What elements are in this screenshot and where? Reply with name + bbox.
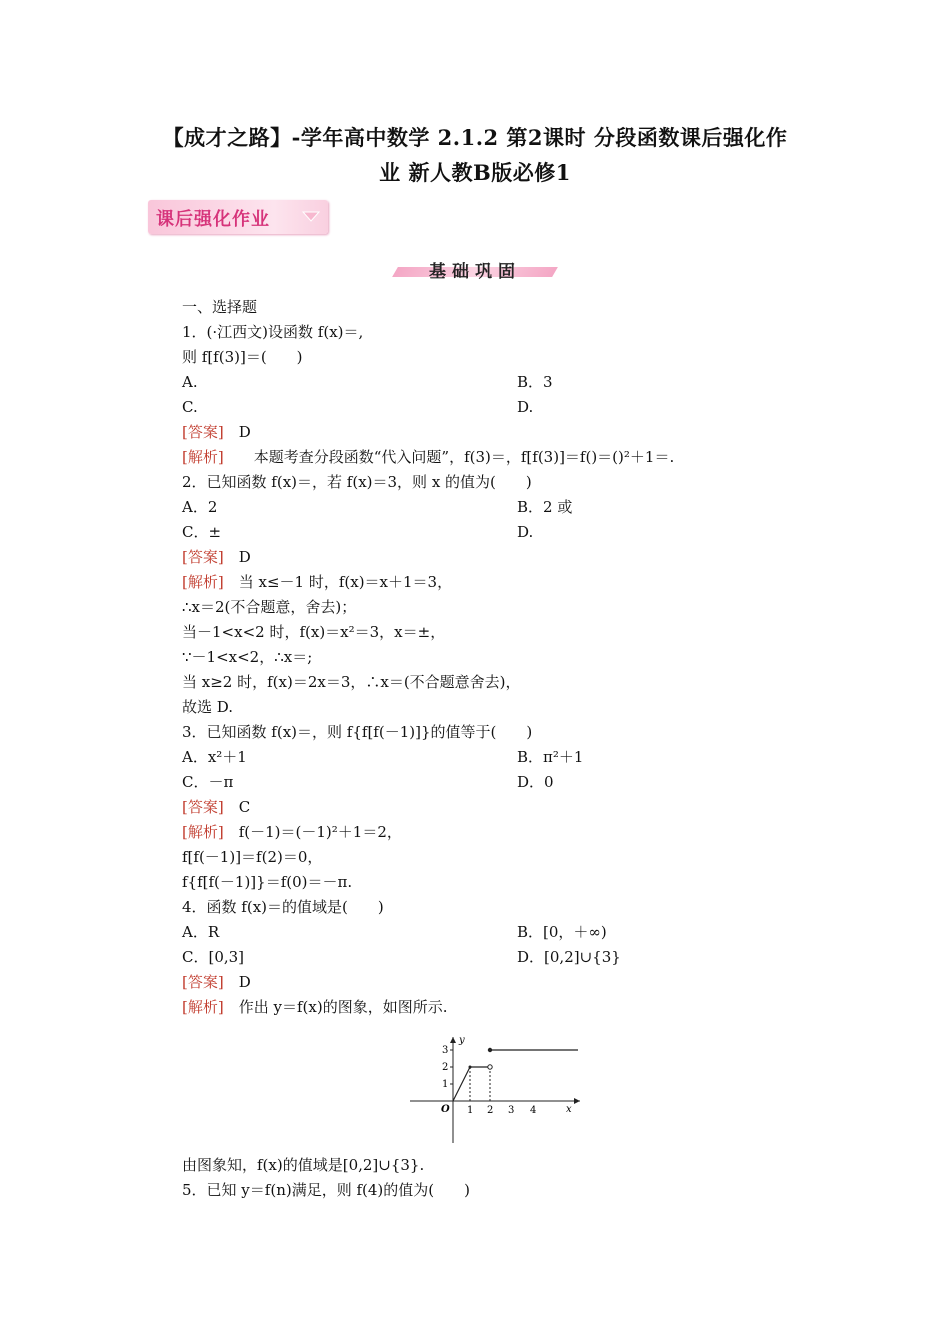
q2-option-b: B．2 或	[517, 498, 573, 516]
question-1: 1．(·江西文)设函数 f(x)＝,	[182, 323, 364, 341]
question-4: 4．函数 f(x)＝的值域是( )	[182, 898, 384, 916]
q1-option-d: D.	[517, 398, 534, 416]
q2-explanation-line: 当 x≥2 时，f(x)＝2x＝3，∴x＝(不合题意舍去)，	[182, 673, 521, 691]
homework-banner	[148, 200, 328, 234]
explanation-text: 本题考查分段函数“代入问题”，f(3)＝，f[f(3)]＝f()＝()²＋1＝.	[253, 448, 675, 466]
y-tick-label-3: 3	[442, 1045, 449, 1056]
q3-option-d: D．0	[517, 773, 554, 791]
answer-value: D	[238, 548, 251, 566]
q2-option-a: A．2	[182, 498, 218, 516]
y-axis-label: y	[459, 1035, 465, 1046]
q2-explanation-line: ∵－1<x<2，∴x＝;	[182, 648, 313, 666]
part-heading: 一、选择题	[182, 298, 258, 316]
explanation-text: 当 x≤－1 时，f(x)＝x＋1＝3，	[238, 573, 453, 591]
document-title-line-1: 【成才之路】-学年高中数学 2.1.2 第2课时 分段函数课后强化作	[162, 125, 788, 150]
answer-tag: [答案]	[182, 423, 224, 441]
q1-answer	[182, 422, 251, 442]
q3-option-b: B．π²＋1	[517, 748, 584, 766]
y-axis-arrow	[450, 1037, 456, 1043]
answer-tag: [答案]	[182, 798, 224, 816]
x-tick-label-3: 3	[508, 1105, 515, 1116]
q1-option-b: B．3	[517, 373, 553, 391]
question-3: 3．已知函数 f(x)＝，则 f{f[f(－1)]}的值等于( )	[182, 723, 533, 741]
q2-explanation	[182, 572, 452, 592]
explanation-tag: [解析]	[182, 448, 224, 466]
q2-option-c: C．±	[182, 523, 222, 541]
q3-answer	[182, 797, 250, 817]
q4-option-d: D．[0,2]∪{3}	[517, 948, 621, 966]
explanation-tag: [解析]	[182, 823, 224, 841]
q3-explanation	[182, 822, 402, 842]
q1-explanation	[182, 447, 674, 467]
q2-conclusion: 故选 D.	[182, 698, 234, 716]
answer-tag: [答案]	[182, 548, 224, 566]
question-5: 5．已知 y＝f(n)满足，则 f(4)的值为( )	[182, 1181, 470, 1199]
y-tick-label-1: 1	[442, 1079, 449, 1090]
corner-point	[469, 1066, 472, 1069]
answer-tag: [答案]	[182, 973, 224, 991]
q1-option-a: A.	[182, 373, 198, 391]
answer-value: C	[238, 798, 251, 816]
answer-value: D	[238, 973, 251, 991]
explanation-text: 作出 y＝f(x)的图象，如图所示.	[238, 998, 448, 1016]
q1-option-c: C.	[182, 398, 198, 416]
x-tick-label-4: 4	[530, 1105, 537, 1116]
q4-option-c: C．[0,3]	[182, 948, 245, 966]
question-1-stem: 则 f[f(3)]＝( )	[182, 348, 303, 366]
q2-explanation-line: 当－1<x<2 时，f(x)＝x²＝3，x＝±，	[182, 623, 446, 641]
x-tick-label-1: 1	[467, 1105, 474, 1116]
explanation-tag: [解析]	[182, 573, 224, 591]
q2-option-d: D.	[517, 523, 534, 541]
question-2: 2．已知函数 f(x)＝，若 f(x)＝3，则 x 的值为( )	[182, 473, 532, 491]
q2-answer	[182, 547, 251, 567]
x-axis-label: x	[566, 1104, 572, 1115]
q3-explanation-line: f{f[f(－1)]}＝f(0)＝－π.	[182, 873, 353, 891]
q4-option-a: A．R	[182, 923, 220, 941]
q4-conclusion: 由图象知，f(x)的值域是[0,2]∪{3}.	[182, 1156, 425, 1174]
explanation-tag: [解析]	[182, 998, 224, 1016]
chevron-down-icon	[302, 209, 320, 223]
answer-value: D	[238, 423, 251, 441]
homework-banner-label: 课后强化作业	[156, 209, 270, 230]
section-heading	[395, 257, 555, 283]
q4-answer	[182, 972, 251, 992]
origin-label: O	[441, 1104, 450, 1115]
q2-explanation-line: ∴x＝2(不合题意，舍去)；	[182, 598, 357, 616]
function-graph	[408, 1033, 583, 1145]
q3-option-a: A．x²＋1	[182, 748, 247, 766]
q4-option-b: B．[0，＋∞)	[517, 923, 607, 941]
q3-explanation-line: f[f(－1)]＝f(2)＝0，	[182, 848, 323, 866]
q3-option-c: C．－π	[182, 773, 234, 791]
document-title-line-2: 业 新人教B版必修1	[379, 160, 571, 185]
section-heading-label: 基础巩固	[429, 262, 521, 282]
x-axis-arrow	[574, 1098, 580, 1104]
q4-explanation	[182, 997, 447, 1017]
graph-segment-rising	[453, 1067, 470, 1101]
x-tick-label-2: 2	[487, 1105, 494, 1116]
open-point	[488, 1065, 492, 1069]
y-tick-label-2: 2	[442, 1062, 449, 1073]
explanation-text: f(－1)＝(－1)²＋1＝2，	[238, 823, 402, 841]
